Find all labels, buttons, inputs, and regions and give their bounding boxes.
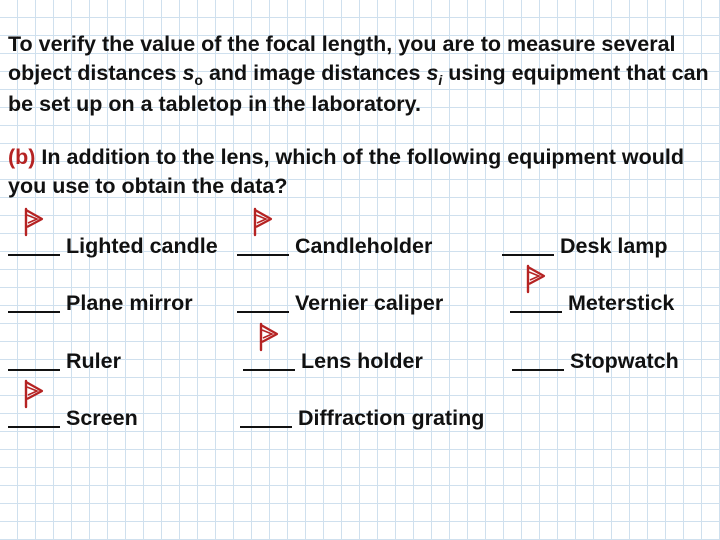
option-label: Stopwatch <box>570 349 679 373</box>
option-label: Plane mirror <box>66 291 193 315</box>
answer-blank[interactable] <box>237 291 289 313</box>
check-mark-icon <box>257 322 281 352</box>
symbol-s: s <box>426 61 439 85</box>
check-mark-icon <box>22 207 46 237</box>
answer-blank[interactable] <box>510 291 562 313</box>
option-screen[interactable] <box>8 405 138 431</box>
option-label: Screen <box>66 406 138 430</box>
option-label: Diffraction grating <box>298 406 485 430</box>
answer-blank[interactable] <box>8 349 60 371</box>
answer-blank[interactable] <box>243 349 295 371</box>
check-mark-icon <box>524 264 548 294</box>
option-label: Lens holder <box>301 349 423 373</box>
intro-text-1: To verify the value of the focal length, you are to measure several object distances <box>8 32 676 85</box>
option-label: Desk lamp <box>560 234 668 258</box>
answer-blank[interactable] <box>8 234 60 256</box>
answer-blank[interactable] <box>240 406 292 428</box>
check-mark-icon <box>22 379 46 409</box>
option-lens-holder[interactable] <box>243 348 423 374</box>
option-label: Meterstick <box>568 291 675 315</box>
intro-text-2: and image distances <box>202 61 427 85</box>
question-text: In addition to the lens, which of the following equipment would you use to obtain the data? <box>8 145 684 198</box>
subscript-o: o <box>194 72 203 88</box>
option-label: Ruler <box>66 349 121 373</box>
intro-paragraph <box>8 30 713 119</box>
option-meterstick[interactable] <box>510 290 674 316</box>
question-label: (b) <box>8 145 36 169</box>
option-label: Vernier caliper <box>295 291 444 315</box>
option-stopwatch[interactable] <box>512 348 679 374</box>
intro-text-3: using equipment that can be set up on a tabletop in the laboratory. <box>8 61 709 116</box>
option-vernier-caliper[interactable] <box>237 290 443 316</box>
option-desk-lamp[interactable] <box>502 233 668 259</box>
option-plane-mirror[interactable] <box>8 290 193 316</box>
option-ruler[interactable] <box>8 348 121 374</box>
question-paragraph <box>8 143 713 201</box>
option-diffraction-grating[interactable] <box>240 405 484 431</box>
option-lighted-candle[interactable] <box>8 233 218 259</box>
symbol-s: s <box>182 61 195 85</box>
check-mark-icon <box>251 207 275 237</box>
option-label: Candleholder <box>295 234 433 258</box>
answer-blank[interactable] <box>8 406 60 428</box>
answer-blank[interactable] <box>512 349 564 371</box>
answer-blank[interactable] <box>502 234 554 256</box>
subscript-i: i <box>438 72 443 88</box>
answer-blank[interactable] <box>237 234 289 256</box>
answer-blank[interactable] <box>8 291 60 313</box>
option-candleholder[interactable] <box>237 233 432 259</box>
option-label: Lighted candle <box>66 234 218 258</box>
